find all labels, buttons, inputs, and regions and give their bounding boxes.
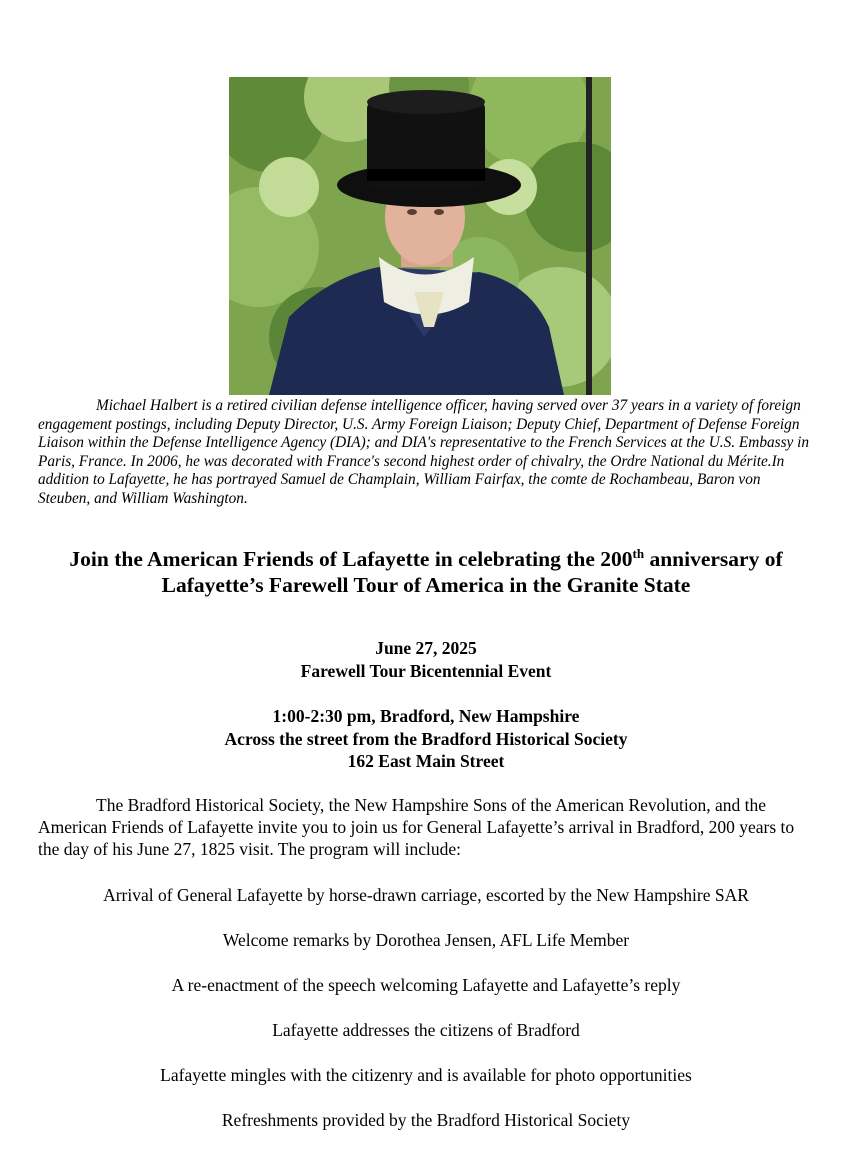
headline-line2: Lafayette’s Farewell Tour of America in the Granite State xyxy=(161,573,691,597)
portrait-photo xyxy=(229,77,611,395)
program-item: A re-enactment of the speech welcoming Lafayette and Lafayette’s reply xyxy=(171,975,681,995)
event-date-block xyxy=(0,637,852,682)
program-item: Lafayette mingles with the citizenry and is available for photo opportunities xyxy=(160,1065,692,1085)
event-date: June 27, 2025 xyxy=(375,638,477,658)
headline-line1-start: Join the American Friends of Lafayette in celebrating the 200 xyxy=(69,547,633,571)
caption-text: Michael Halbert is a retired civilian defense intelligence officer, having served over 37 years in a variety of foreign engagement postings, including Deputy Director, U.S. Army Foreign Liaison; Deputy Chief, Department of Defense Foreign Liaison within the Defense Intelligence Agency (DIA); and DIA's representative to the French Services at the U.S. Embassy in Paris, France. In 2006, he was decorated with France's second highest order of chivalry, the Ordre National du Mérite.In addition to Lafayette, he has portrayed Samuel de Champlain, William Fairfax, the comte de Rochambeau, Baron von Steuben, and William Washington. xyxy=(38,397,810,507)
event-location: Across the street from the Bradford Historical Society xyxy=(224,728,628,749)
program-item: Welcome remarks by Dorothea Jensen, AFL Life Member xyxy=(222,930,630,950)
photo-caption xyxy=(38,397,814,509)
intro-text: The Bradford Historical Society, the New Hampshire Sons of the American Revolution, and the American Friends of Lafayette invite you to join us for General Lafayette’s arrival in Bradford, 200 years to the day of his June 27, 1825 visit. The program will include: xyxy=(38,795,795,859)
intro-paragraph xyxy=(38,794,818,860)
program-item: Lafayette addresses the citizens of Bradford xyxy=(272,1020,580,1040)
event-name: Farewell Tour Bicentennial Event xyxy=(300,660,552,681)
event-time-place: 1:00-2:30 pm, Bradford, New Hampshire xyxy=(272,706,580,726)
program-item: Arrival of General Lafayette by horse-drawn carriage, escorted by the New Hampshire SAR xyxy=(103,885,749,905)
portrait-illustration xyxy=(229,77,611,395)
program-item: Refreshments provided by the Bradford Historical Society xyxy=(221,1110,631,1130)
event-address: 162 East Main Street xyxy=(347,751,505,771)
headline-ordinal-suffix: th xyxy=(632,545,645,561)
event-headline xyxy=(20,546,832,598)
event-location-block xyxy=(0,705,852,773)
headline-line1-end: anniversary of xyxy=(644,547,783,571)
